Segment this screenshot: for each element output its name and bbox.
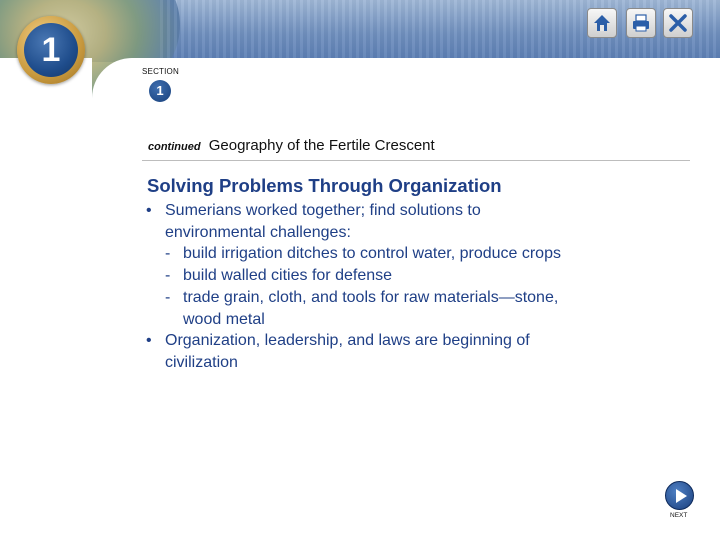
divider: [142, 160, 690, 161]
bullet-list: [146, 200, 566, 374]
list-item: [146, 265, 566, 287]
next-label: NEXT: [670, 512, 688, 519]
slide-title: Solving Problems Through Organization: [147, 175, 502, 196]
bullet-text: build walled cities for defense: [183, 267, 393, 285]
page-heading: [148, 137, 435, 154]
bullet-text: Organization, leadership, and laws are beginning of civilization: [165, 332, 530, 371]
printer-icon: [630, 12, 652, 34]
play-arrow-icon: [672, 487, 690, 505]
next-button[interactable]: [665, 481, 694, 510]
list-item: [146, 243, 566, 265]
bullet-mark: •: [146, 202, 152, 219]
continued-label: continued: [148, 141, 201, 153]
bullet-mark: -: [165, 267, 171, 285]
bullet-text: trade grain, cloth, and tools for raw materials—stone, wood metal: [183, 288, 559, 328]
list-item: [146, 287, 566, 330]
section-label: SECTION: [142, 67, 179, 76]
bullet-mark: -: [165, 245, 171, 263]
bullet-text: Sumerians worked together; find solutions to environmental challenges:: [165, 202, 481, 241]
home-icon: [591, 12, 613, 34]
close-button[interactable]: [663, 8, 693, 38]
chapter-badge: [17, 16, 85, 84]
close-icon: [667, 12, 689, 34]
chapter-number: 1: [24, 23, 78, 77]
print-button[interactable]: [626, 8, 656, 38]
home-button[interactable]: [587, 8, 617, 38]
list-item: [146, 330, 566, 373]
bullet-text: build irrigation ditches to control water, produce crops: [183, 245, 561, 263]
left-margin: [0, 58, 92, 540]
bullet-mark: •: [146, 332, 152, 350]
list-item: [146, 200, 566, 243]
section-number: 1: [149, 80, 171, 102]
heading-title: Geography of the Fertile Crescent: [208, 137, 435, 154]
bullet-mark: -: [165, 288, 171, 306]
